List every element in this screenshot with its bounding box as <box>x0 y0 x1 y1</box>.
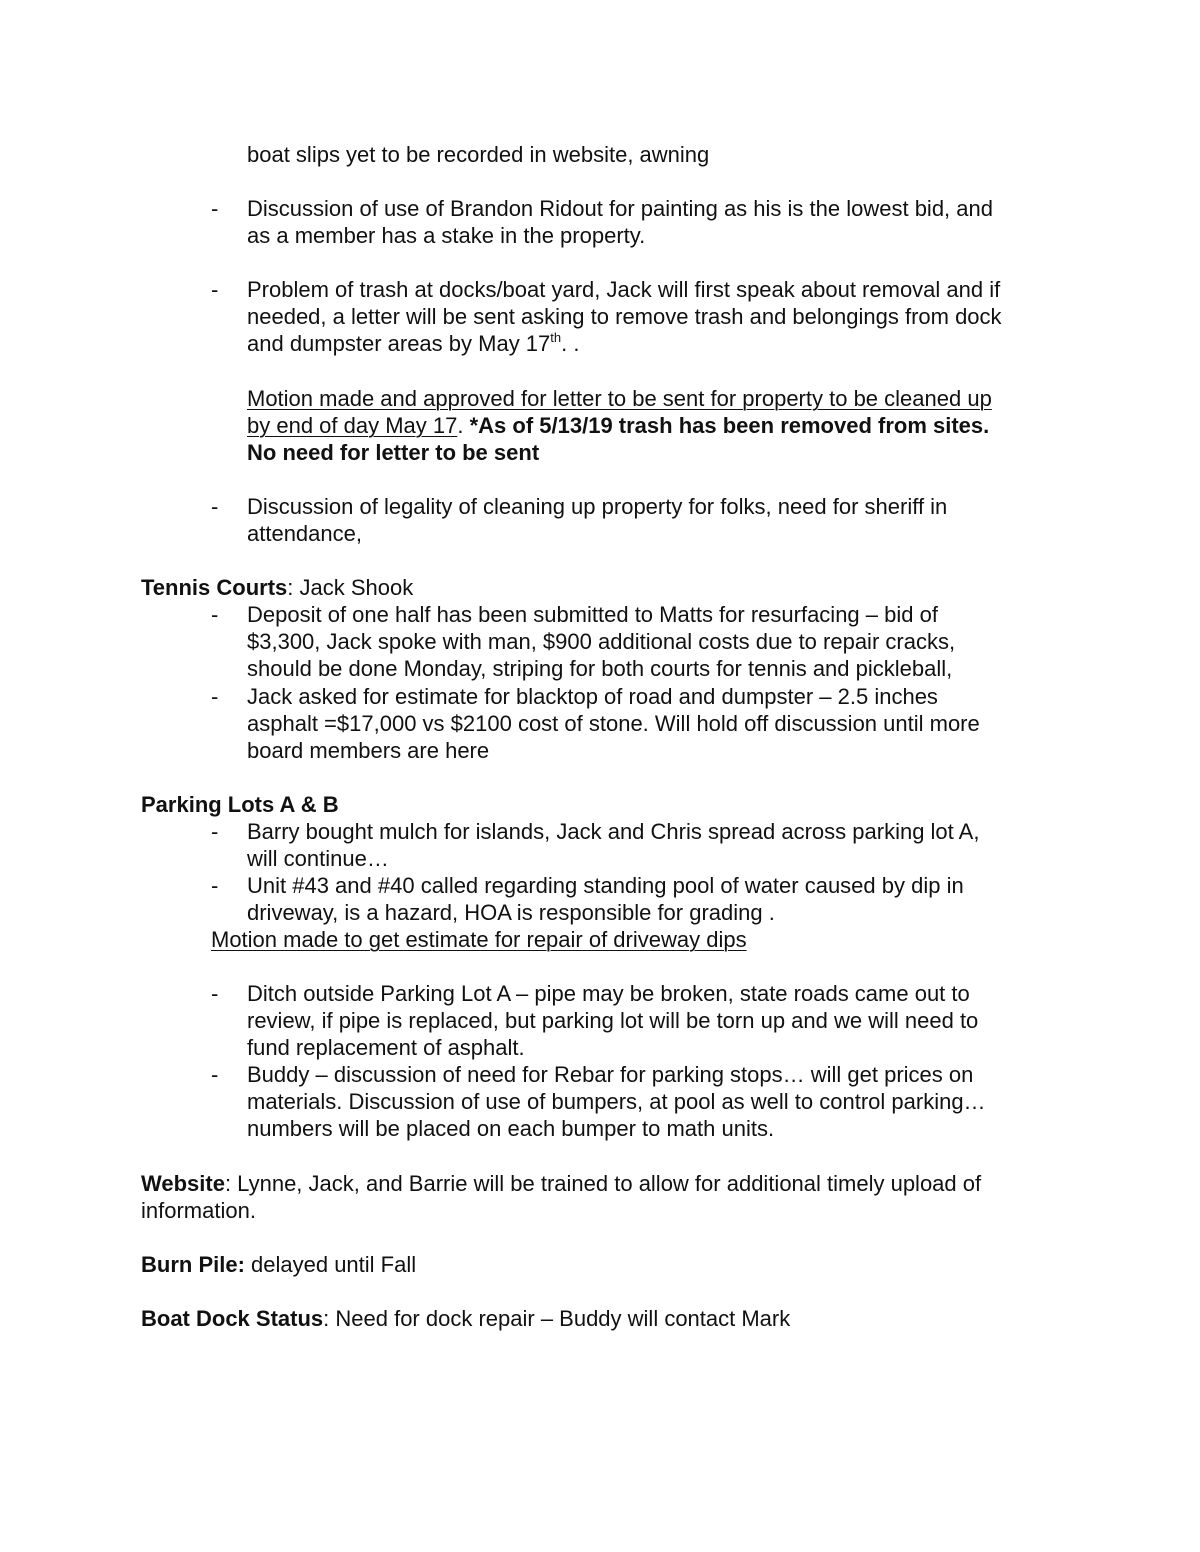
bullet-dash: - <box>211 602 219 627</box>
bullet-rebar-line-1: Buddy – discussion of need for Rebar for parking stops… will get prices on <box>247 1062 974 1087</box>
motion-cleanup-line-2 <box>247 412 989 439</box>
bullet-painting-line-1: Discussion of use of Brandon Ridout for painting as his is the lowest bid, and <box>247 196 993 221</box>
bullet-deposit-line-3: should be done Monday, striping for both courts for tennis and pickleball, <box>247 656 953 681</box>
trash-removed-note: *As of 5/13/19 trash has been removed from sites. <box>469 413 990 438</box>
tennis-heading <box>141 574 413 601</box>
bullet-legality-line-2: attendance, <box>247 521 362 546</box>
bullet-rebar-line-2: materials. Discussion of use of bumpers, at pool as well to control parking… <box>247 1089 986 1114</box>
trash-date-end: . . <box>561 331 580 356</box>
bullet-dash: - <box>211 819 219 844</box>
bullet-ditch-line-3: fund replacement of asphalt. <box>247 1035 525 1060</box>
bullet-dash: - <box>211 196 219 221</box>
bullet-dash: - <box>211 981 219 1006</box>
bullet-dash: - <box>211 1062 219 1087</box>
bullet-rebar-line-3: numbers will be placed on each bumper to math units. <box>247 1116 775 1141</box>
bullet-mulch-line-1: Barry bought mulch for islands, Jack and Chris spread across parking lot A, <box>247 819 980 844</box>
bullet-dash: - <box>211 873 219 898</box>
motion-driveway: Motion made to get estimate for repair of driveway dips <box>211 927 747 952</box>
bullet-ditch-line-2: review, if pipe is replaced, but parking lot will be torn up and we will need to <box>247 1008 979 1033</box>
motion-cleanup-line-1: Motion made and approved for letter to be sent for property to be cleaned up <box>247 386 992 411</box>
bullet-trash-line-2: needed, a letter will be sent asking to remove trash and belongings from dock <box>247 304 1002 329</box>
burn-pile-line <box>141 1251 416 1278</box>
bullet-blacktop-line-2: asphalt =$17,000 vs $2100 cost of stone. Will hold off discussion until more <box>247 711 980 736</box>
website-heading: Website <box>141 1171 225 1196</box>
tennis-owner: : Jack Shook <box>287 575 414 600</box>
no-letter-note: No need for letter to be sent <box>247 440 540 465</box>
bullet-units-line-2: driveway, is a hazard, HOA is responsible for grading . <box>247 900 775 925</box>
parking-heading: Parking Lots A & B <box>141 792 339 817</box>
boat-dock-heading: Boat Dock Status <box>141 1306 324 1331</box>
bullet-blacktop-line-1: Jack asked for estimate for blacktop of road and dumpster – 2.5 inches <box>247 684 938 709</box>
bullet-dash: - <box>211 684 219 709</box>
motion-cleanup-date: by end of day May 17 <box>247 413 458 438</box>
bullet-ditch-line-1: Ditch outside Parking Lot A – pipe may be broken, state roads came out to <box>247 981 970 1006</box>
bullet-units-line-1: Unit #43 and #40 called regarding standing pool of water caused by dip in <box>247 873 964 898</box>
bullet-dash: - <box>211 494 219 519</box>
bullet-trash-line-3 <box>247 330 579 357</box>
website-line-2: information. <box>141 1198 256 1223</box>
burn-pile-text: delayed until Fall <box>244 1252 417 1277</box>
bullet-mulch-line-2: will continue… <box>247 846 389 871</box>
trash-date-text: and dumpster areas by May 17 <box>247 331 551 356</box>
tennis-title: Tennis Courts <box>141 575 288 600</box>
boat-continuation: boat slips yet to be recorded in website, awning <box>247 142 710 167</box>
bullet-dash: - <box>211 277 219 302</box>
bullet-blacktop-line-3: board members are here <box>247 738 490 763</box>
ordinal-suffix: th <box>550 330 562 345</box>
burn-pile-heading: Burn Pile: <box>141 1252 245 1277</box>
website-text: : Lynne, Jack, and Barrie will be trained to allow for additional timely upload of <box>224 1171 982 1196</box>
motion-period: . <box>457 413 464 438</box>
boat-dock-line <box>141 1305 790 1332</box>
bullet-deposit-line-2: $3,300, Jack spoke with man, $900 additional costs due to repair cracks, <box>247 629 956 654</box>
bullet-deposit-line-1: Deposit of one half has been submitted to Matts for resurfacing – bid of <box>247 602 938 627</box>
bullet-trash-line-1: Problem of trash at docks/boat yard, Jack will first speak about removal and if <box>247 277 1001 302</box>
bullet-legality-line-1: Discussion of legality of cleaning up property for folks, need for sheriff in <box>247 494 948 519</box>
boat-dock-text: : Need for dock repair – Buddy will contact Mark <box>323 1306 791 1331</box>
website-line-1 <box>141 1170 981 1197</box>
bullet-painting-line-2: as a member has a stake in the property. <box>247 223 646 248</box>
